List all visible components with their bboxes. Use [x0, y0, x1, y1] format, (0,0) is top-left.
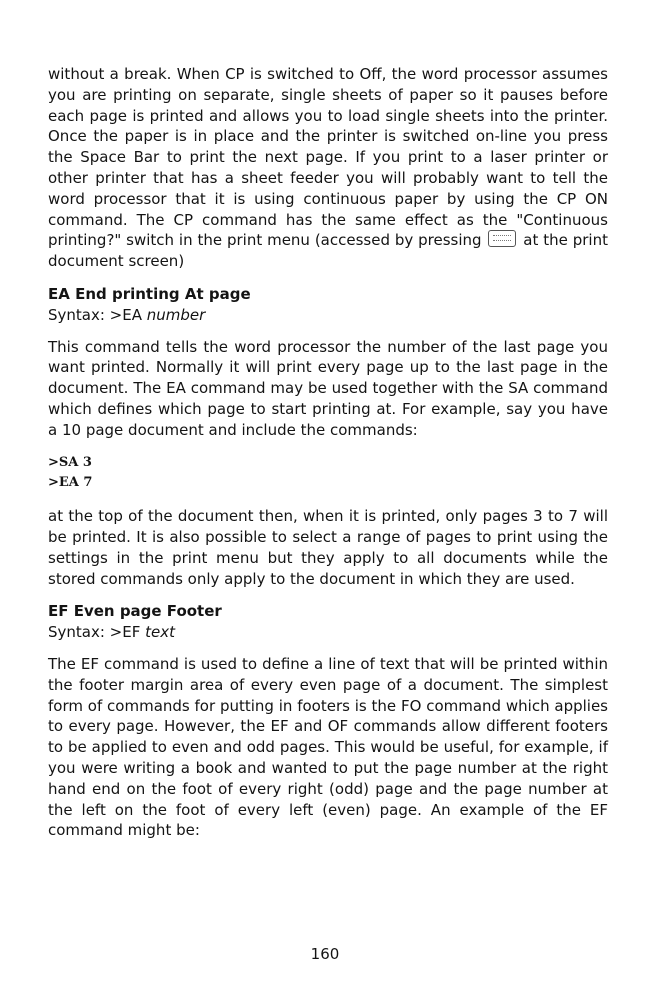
ef-paragraph: The EF command is used to define a line of text that will be printed within the footer margin area of every even page of a document. The simplest form of commands for putting in footers is the FO command which applies to every page. However, the EF and OF commands allow different footers to be applied to even and odd pages. This would be useful, for example, if you were writing a book and wanted to put the page number at the right hand end on the foot of every right (odd) page and the page number at the left on the foot of every left (even) page. An example of the EF command might be:: [48, 654, 608, 840]
ef-syntax: [48, 622, 608, 643]
ea-syntax-arg: number: [146, 305, 206, 324]
code-line: >EA 7: [48, 475, 93, 491]
intro-text: without a break. When CP is switched to Off, the word processor assumes you are printing on separate, single sheets of paper so it pauses before each page is printed and allows you to load single sheets into the printer. Once the paper is in place and the printer is switched on-line you press the Space Bar to print the next page. If you print to a laser printer or other printer that has a sheet feeder you will probably want to tell the word processor that it is using continuous paper by using the CP ON command. The CP command has the same effect as the "Continuous printing?" switch in the print menu (accessed by pressing: [48, 65, 608, 250]
ea-paragraph-2: at the top of the document then, when it is printed, only pages 3 to 7 will be printed. It is also possible to select a range of pages to print using the settings in the print menu but they apply to all documents while the stored commands only apply to the document in which they are used.: [48, 507, 608, 588]
menu-key-icon: [488, 230, 516, 247]
code-example: [48, 453, 608, 495]
ef-heading: EF Even page Footer: [48, 602, 222, 621]
ea-syntax-label: Syntax: >EA: [48, 305, 142, 324]
intro-text-end: at the print document screen): [48, 231, 608, 271]
ef-syntax-label: Syntax: >EF: [48, 623, 141, 642]
code-line: >SA 3: [48, 454, 92, 470]
ef-syntax-arg: text: [145, 623, 176, 642]
ea-paragraph: This command tells the word processor the number of the last page you want printed. Normally it will print every page up to the last page in the document. The EA command may be used together with the SA command which defines which page to start printing at. For example, say you have a 10 page document and include the commands:: [48, 337, 608, 439]
intro-paragraph: [48, 64, 608, 272]
ea-syntax: [48, 305, 608, 326]
page-number: 160: [310, 945, 340, 963]
ea-heading: EA End printing At page: [48, 284, 251, 303]
document-page: [48, 64, 608, 841]
